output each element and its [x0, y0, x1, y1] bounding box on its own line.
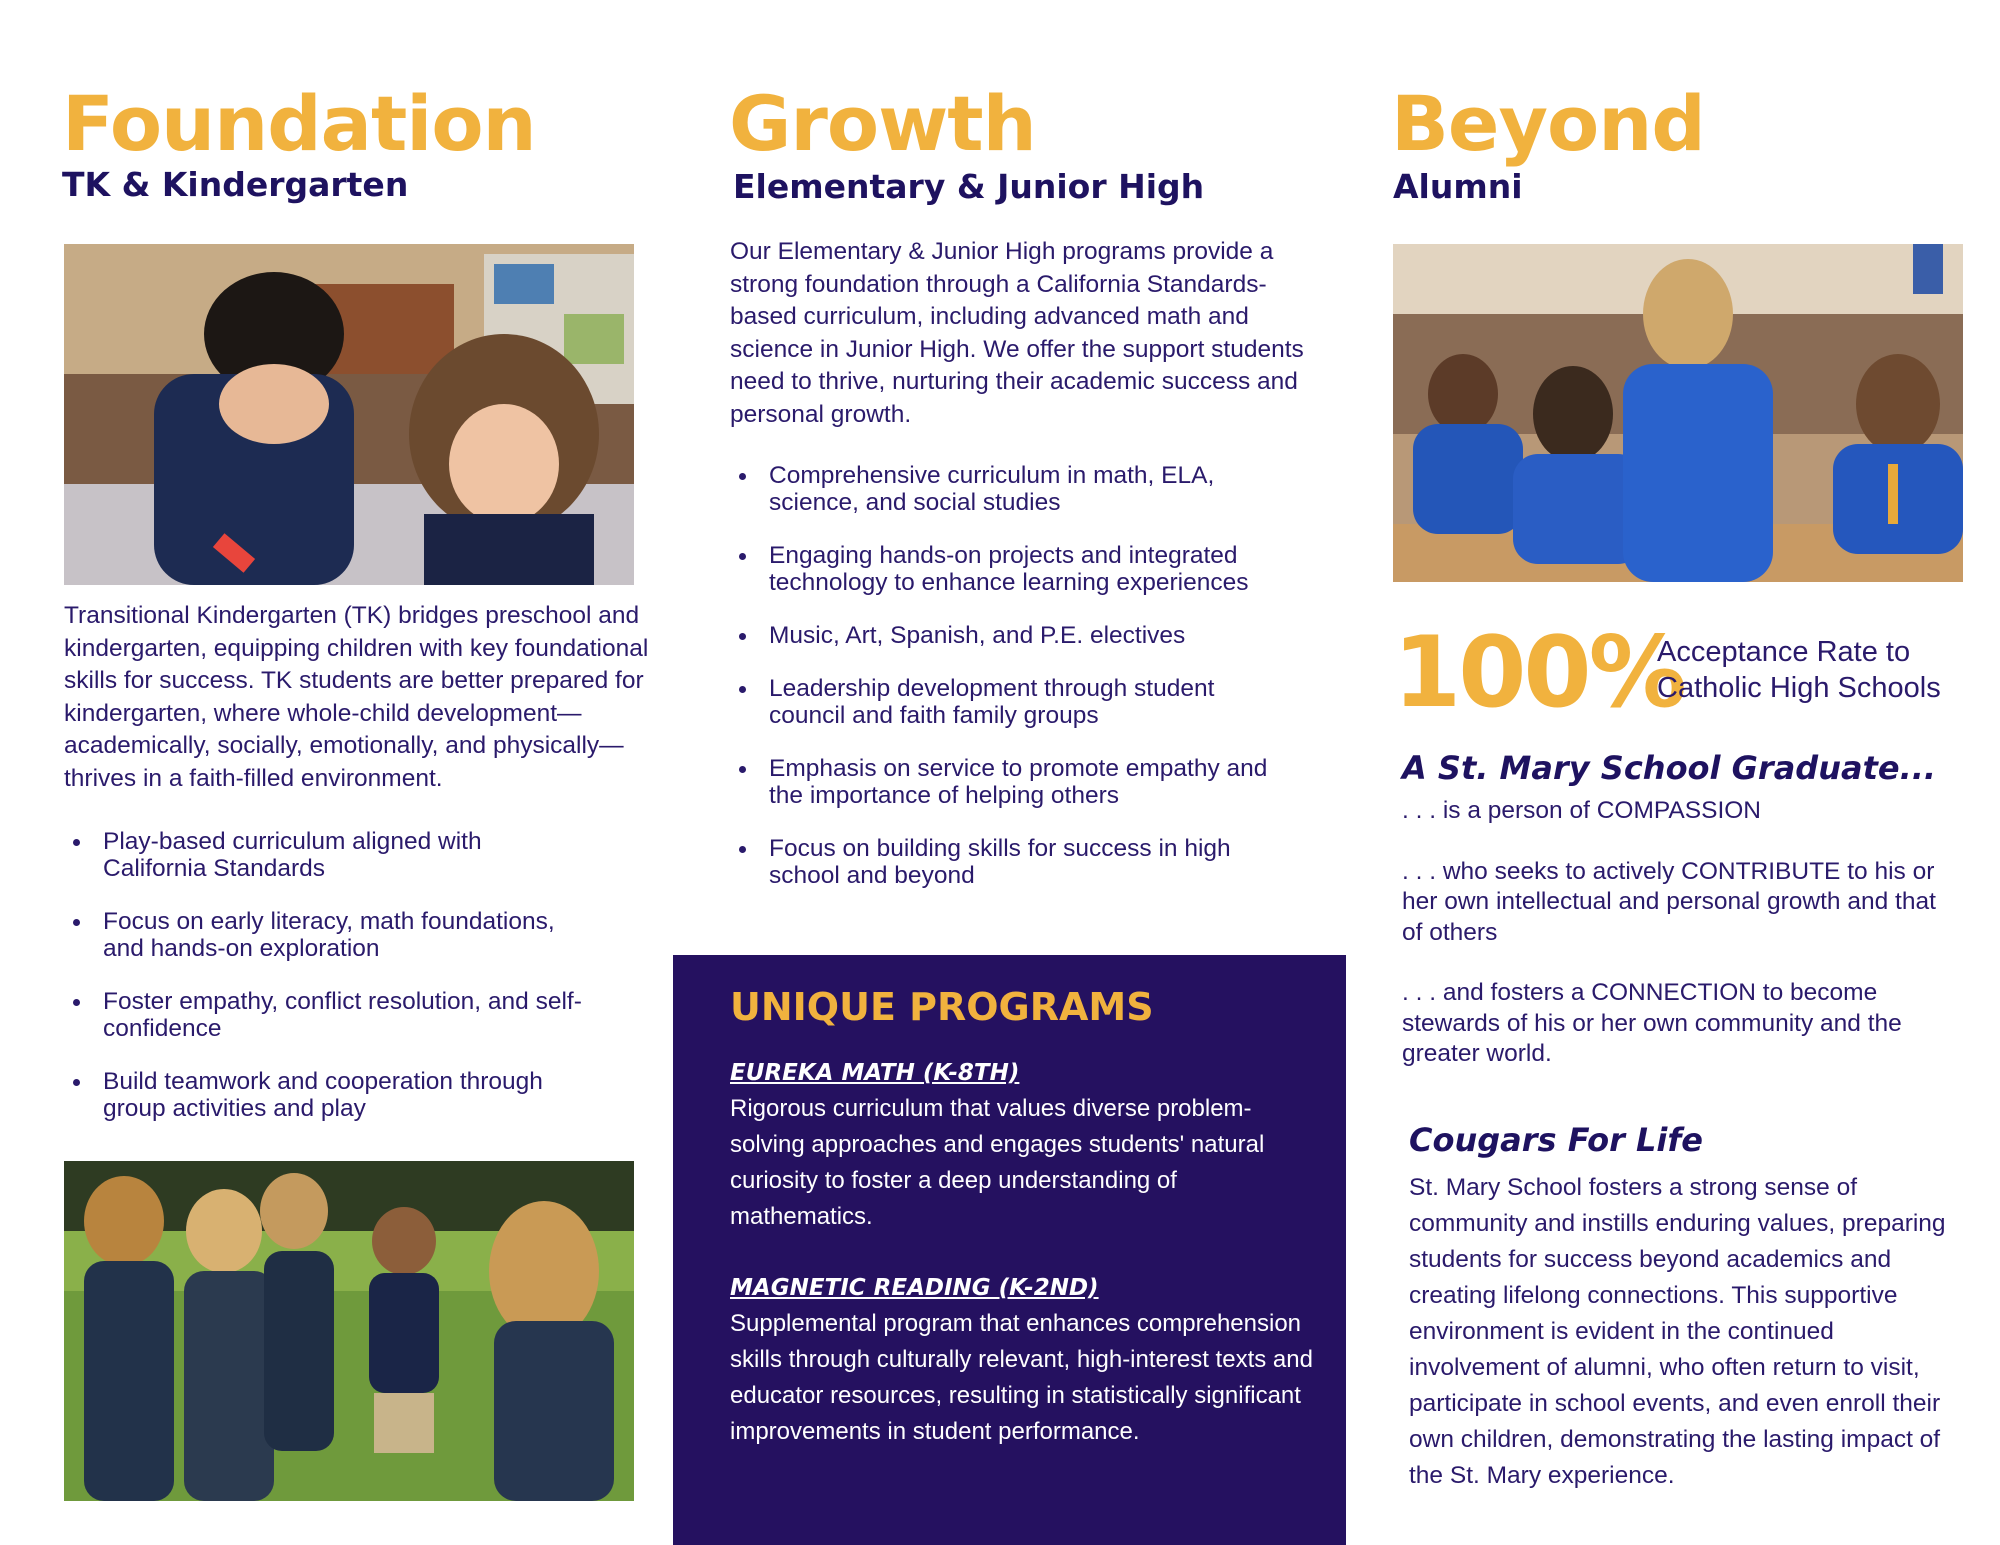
programs-heading: UNIQUE PROGRAMS [730, 985, 1154, 1029]
list-item: Focus on early literacy, math foundations, and hands-on exploration [64, 908, 584, 962]
program-description: Supplemental program that enhances comprehension skills through culturally relevant, high-interest texts and educator resources, resulting in statistically significant improvements in student performance. [730, 1310, 1313, 1445]
foundation-intro: Transitional Kindergarten (TK) bridges preschool and kindergarten, equipping children with key foundational skills for success. TK students are better prepared for kindergarten, where whole-child development—academically, socially, emotionally, and physically—thrives in a faith-filled environment. [64, 602, 649, 792]
unique-programs-panel [673, 955, 1346, 1545]
list-item: Emphasis on service to promote empathy and the importance of helping others [730, 755, 1290, 809]
list-item: Comprehensive curriculum in math, ELA, science, and social studies [730, 462, 1290, 516]
program-name: MAGNETIC READING (K-2ND) [730, 1275, 1099, 1301]
graduate-points [1402, 796, 1962, 1070]
program-name: EUREKA MATH (K-8TH) [730, 1060, 1020, 1086]
beyond-title: Beyond [1391, 79, 1705, 168]
cougars-heading: Cougars For Life [1409, 1121, 1703, 1159]
program-description: Rigorous curriculum that values diverse problem-solving approaches and engages students' natural curiosity to foster a deep understanding of mathematics. [730, 1095, 1265, 1230]
foundation-title: Foundation [62, 79, 536, 168]
graduate-point: . . . who seeks to actively CONTRIBUTE to his or her own intellectual and personal growth and that of others [1402, 857, 1936, 946]
list-item: Engaging hands-on projects and integrated technology to enhance learning experiences [730, 542, 1290, 596]
program-magnetic-reading [730, 1270, 1320, 1450]
program-eureka-math [730, 1055, 1320, 1235]
graduate-point: . . . and fosters a CONNECTION to become stewards of his or her own community and the greater world. [1402, 979, 1902, 1067]
list-item: Music, Art, Spanish, and P.E. electives [730, 622, 1290, 649]
outdoor-play-photo [64, 1161, 634, 1501]
graduation-ceremony-photo [1393, 244, 1963, 582]
beyond-subtitle: Alumni [1393, 167, 1523, 206]
acceptance-rate-label: Acceptance Rate to Catholic High Schools [1657, 636, 1941, 704]
graduate-point: . . . is a person of COMPASSION [1402, 797, 1761, 824]
list-item: Build teamwork and cooperation through group activities and play [64, 1068, 584, 1122]
foundation-subtitle: TK & Kindergarten [62, 165, 409, 204]
list-item: Focus on building skills for success in high school and beyond [730, 835, 1290, 889]
foundation-bullet-list [64, 828, 584, 1148]
growth-intro: Our Elementary & Junior High programs provide a strong foundation through a California Standards-based curriculum, including advanced math and science in Junior High. We offer the support students need to thrive, nurturing their academic success and personal growth. [730, 238, 1304, 428]
kindergarten-classroom-photo [64, 244, 634, 585]
acceptance-rate-value: 100% [1393, 616, 1684, 730]
graduate-heading: A St. Mary School Graduate... [1402, 749, 1937, 787]
growth-subtitle: Elementary & Junior High [733, 167, 1205, 206]
list-item: Leadership development through student council and faith family groups [730, 675, 1290, 729]
list-item: Foster empathy, conflict resolution, and self-confidence [64, 988, 584, 1042]
list-item: Play-based curriculum aligned with California Standards [64, 828, 584, 882]
growth-title: Growth [729, 79, 1036, 168]
growth-bullet-list [730, 462, 1290, 915]
cougars-text: St. Mary School fosters a strong sense of community and instills enduring values, preparing students for success beyond academics and creating lifelong connections. This supportive environment is evident in the continued involvement of alumni, who often return to visit, participate in school events, and even enroll their own children, demonstrating the lasting impact of the St. Mary experience. [1409, 1174, 1946, 1489]
